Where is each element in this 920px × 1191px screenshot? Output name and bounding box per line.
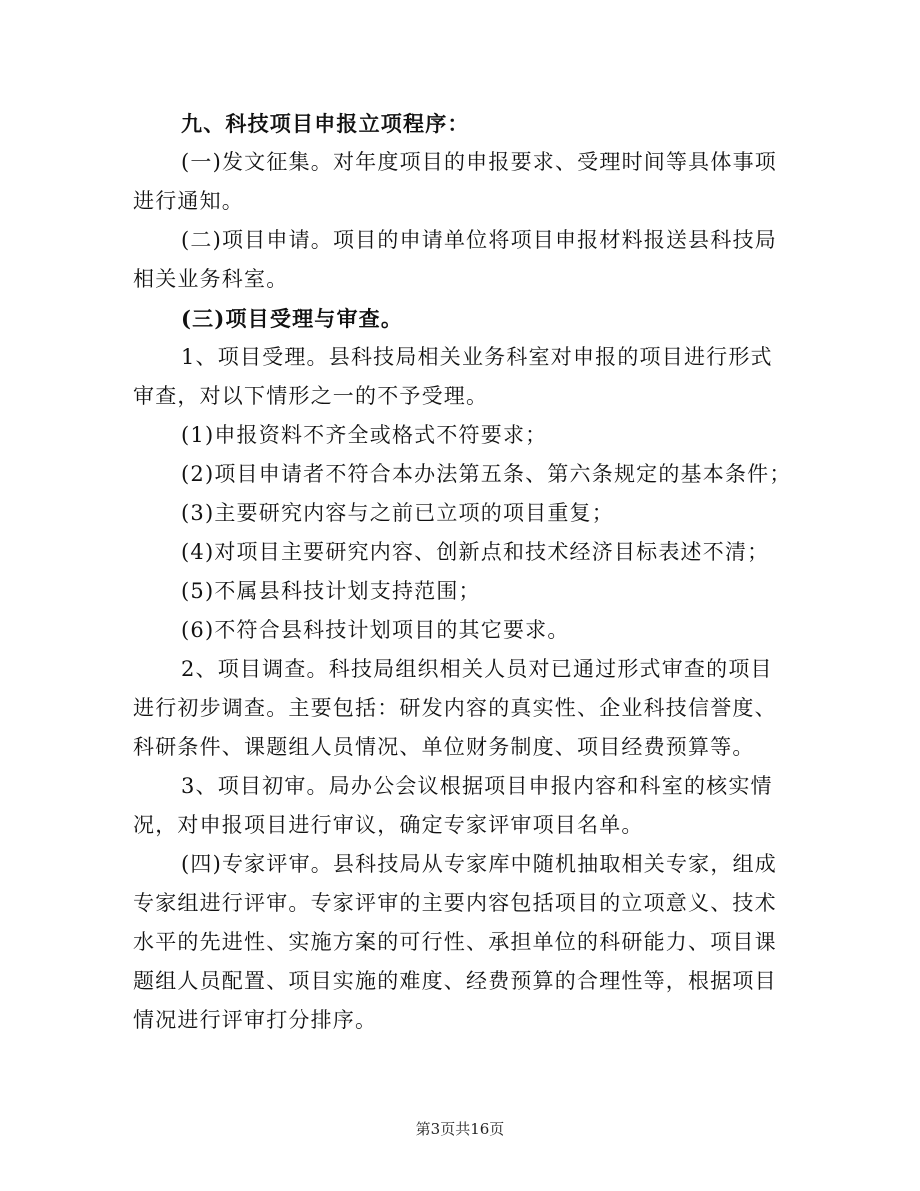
paragraph-project-application: (二)项目申请。项目的申请单位将项目申报材料报送县科技局相关业务科室。 [133,228,777,291]
list-item-6: (6)不符合县科技计划项目的其它要求。 [181,618,570,642]
paragraph-project-acceptance: 1、项目受理。县科技局相关业务科室对申报的项目进行形式审查，对以下情形之一的不予受理。 [133,345,773,408]
paragraph-project-investigation: 2、项目调查。科技局组织相关人员对已通过形式审查的项目进行初步调查。主要包括：研发内容的真实性、企业科技信誉度、科研条件、课题组人员情况、单位财务制度、项目经费预算等。 [133,657,777,759]
paragraph-project-preliminary-review: 3、项目初审。局办公会议根据项目申报内容和科室的核实情况，对申报项目进行审议，确定专家评审项目名单。 [133,774,773,837]
section-heading-nine: 九、科技项目申报立项程序： [181,111,470,136]
document-body [133,104,793,1040]
subheading-acceptance-review: (三)项目受理与审查。 [181,306,404,331]
list-item-5: (5)不属县科技计划支持范围； [181,579,481,603]
list-item-2: (2)项目申请者不符合本办法第五条、第六条规定的基本条件； [181,462,792,486]
list-item-4: (4)对项目主要研究内容、创新点和技术经济目标表述不清； [181,540,770,564]
page-number-footer: 第3页共16页 [415,1120,505,1138]
paragraph-issue-notice: (一)发文征集。对年度项目的申报要求、受理时间等具体事项进行通知。 [133,150,777,213]
paragraph-expert-review: (四)专家评审。县科技局从专家库中随机抽取相关专家，组成专家组进行评审。专家评审的主要内容包括项目的立项意义、技术水平的先进性、实施方案的可行性、承担单位的科研能力、项目课题组人员配置、项目实施的难度、经费预算的合理性等，根据项目情况进行评审打分排序。 [133,852,777,1032]
list-item-3: (3)主要研究内容与之前已立项的项目重复； [181,501,614,525]
list-item-1: (1)申报资料不齐全或格式不符要求； [181,423,548,447]
